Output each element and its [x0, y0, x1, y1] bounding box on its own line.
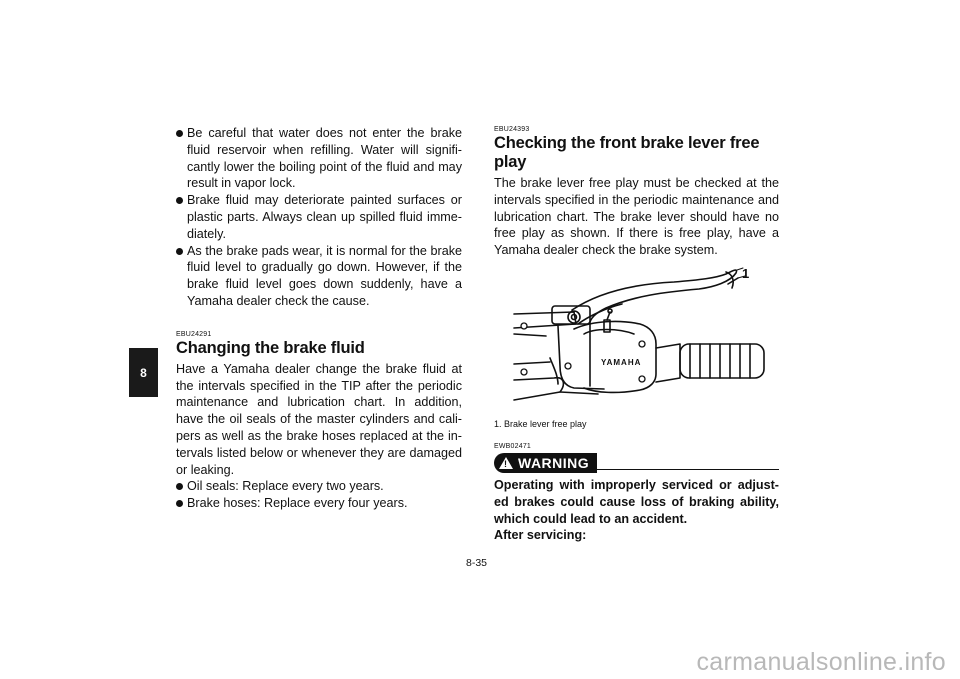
warning-after: After servicing: [494, 528, 587, 543]
bullet-item: Be careful that water does not enter the brake fluid reservoir when refilling. Water will signifi-cantly lower the boiling point of the fluid and may result in vapor lock. [176, 125, 462, 192]
warning-text: Operating with improperly serviced or adjust-ed brakes could cause loss of braking ability, which could lead to an accident. [494, 477, 779, 526]
warning-header [494, 453, 779, 473]
page-number: 8-35 [466, 557, 488, 569]
right-column [494, 125, 779, 544]
section-paragraph: Have a Yamaha dealer change the brake fluid at the intervals specified in the TIP after the periodic maintenance and lubrication chart. In addition, have the oil seals of the master cylinders and cali-pers as well as the brake hoses replaced at the in-tervals listed below or whenever they are damaged or leaking. [176, 361, 462, 477]
section-heading: Checking the front brake lever free play [494, 134, 760, 171]
bullet-dot-icon [176, 197, 183, 204]
warning-badge [494, 453, 597, 473]
figure-callout-number: 1 [742, 265, 750, 281]
bullet-dot-icon [176, 130, 183, 137]
left-column [176, 125, 462, 512]
bullet-dot-icon [176, 500, 183, 507]
bullet-item: Oil seals: Replace every two years. [176, 478, 462, 495]
warning-rule [597, 469, 779, 470]
bullet-item: As the brake pads wear, it is normal for the brake fluid level to gradually go down. However, if the brake fluid level goes down suddenly, have a Yamaha dealer check the cause. [176, 243, 462, 310]
figure-caption: 1. Brake lever free play [494, 418, 587, 429]
section-heading: Changing the brake fluid [176, 338, 365, 357]
warning-label: WARNING [518, 454, 590, 471]
bullet-item: Brake fluid may deteriorate painted surfaces or plastic parts. Always clean up spilled fluid imme-diately. [176, 192, 462, 242]
chapter-tab: 8 [129, 348, 158, 397]
section-code: EBU24393 [494, 126, 530, 133]
bullet-dot-icon [176, 483, 183, 490]
brake-lever-figure [494, 264, 779, 416]
section-paragraph: The brake lever free play must be checked at the intervals specified in the periodic maintenance and lubrication chart. The brake lever should have no free play as shown. If there is free play, have a Yamaha dealer check the brake system. [494, 176, 779, 258]
bullet-item: Brake hoses: Replace every four years. [176, 495, 462, 512]
bullet-dot-icon [176, 248, 183, 255]
section-code: EBU24291 [176, 330, 212, 338]
warning-triangle-icon: ! [499, 457, 513, 469]
warning-code: EWB02471 [494, 442, 532, 450]
figure-brand-label: YAMAHA [601, 357, 642, 367]
brake-lever-illustration [494, 264, 779, 416]
watermark: carmanualsonline.info [696, 648, 946, 676]
